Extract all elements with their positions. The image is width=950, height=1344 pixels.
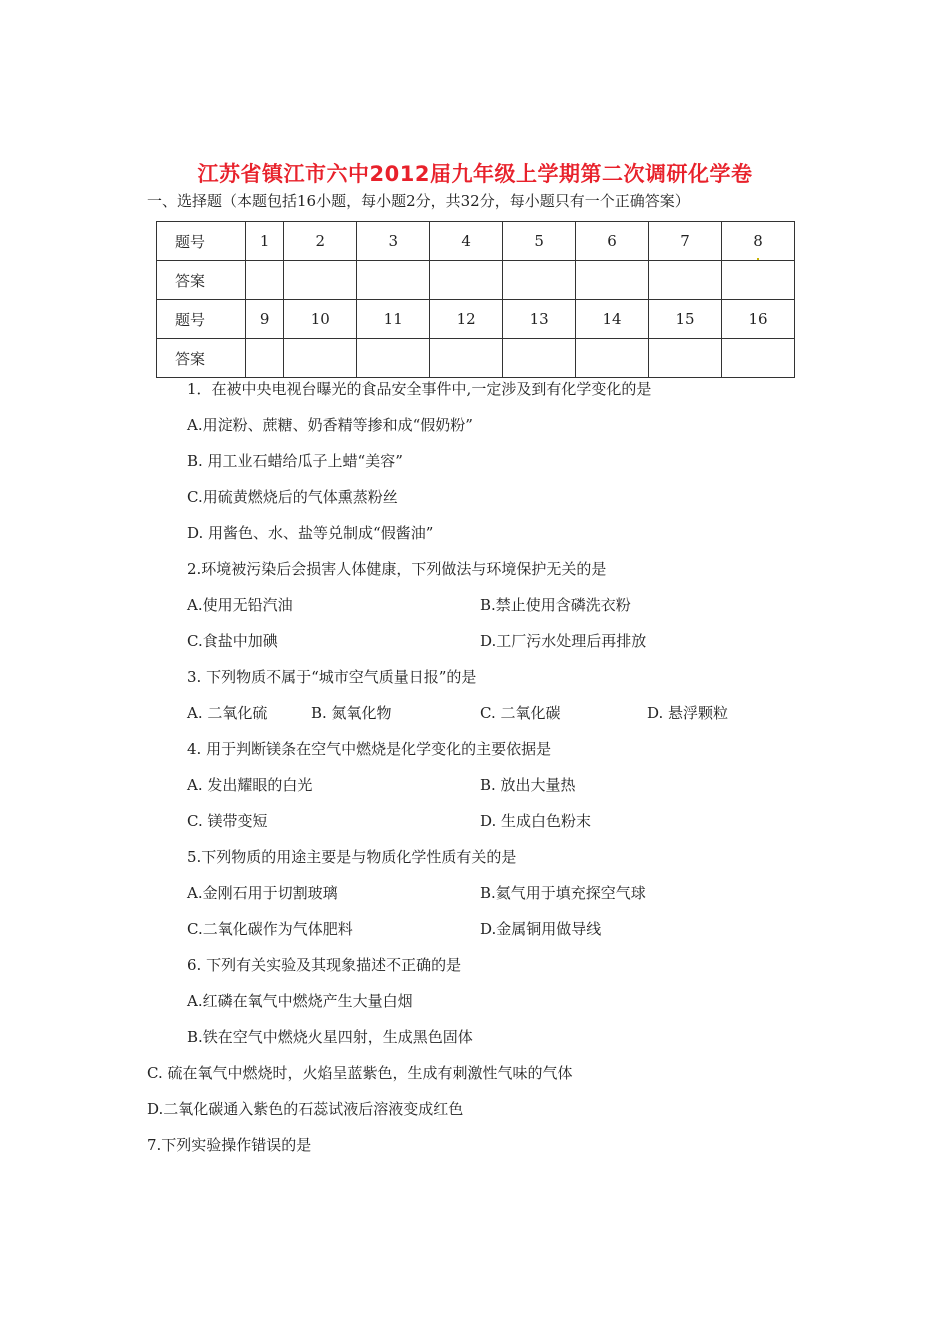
question-3-stem: 3. 下列物质不属于“城市空气质量日报”的是 <box>187 668 477 686</box>
question-number-cell: 11 <box>357 300 430 339</box>
row-label-answer: 答案 <box>157 261 246 300</box>
question-7-stem: 7.下列实验操作错误的是 <box>147 1136 312 1154</box>
question-2-option-b: B.禁止使用含磷洗衣粉 <box>480 596 631 614</box>
answer-cell[interactable] <box>722 261 795 300</box>
answer-cell[interactable] <box>284 261 357 300</box>
answer-cell[interactable] <box>246 339 284 378</box>
question-4-option-b: B. 放出大量热 <box>480 776 576 794</box>
question-5-option-b: B.氦气用于填充探空气球 <box>480 884 646 902</box>
question-6-stem: 6. 下列有关实验及其现象描述不正确的是 <box>187 956 462 974</box>
question-number-cell: 9 <box>246 300 284 339</box>
question-6-option-d: D.二氧化碳通入紫色的石蕊试液后溶液变成红色 <box>147 1100 464 1118</box>
answer-cell[interactable] <box>576 339 649 378</box>
question-number-cell: 2 <box>284 222 357 261</box>
question-number-cell: 15 <box>649 300 722 339</box>
question-2-stem: 2.环境被污染后会损害人体健康，下列做法与环境保护无关的是 <box>187 560 607 578</box>
question-6-option-a: A.红磷在氧气中燃烧产生大量白烟 <box>187 992 413 1010</box>
answer-cell[interactable] <box>357 339 430 378</box>
answer-cell[interactable] <box>430 261 503 300</box>
question-5-stem: 5.下列物质的用途主要是与物质化学性质有关的是 <box>187 848 517 866</box>
answer-cell[interactable] <box>649 339 722 378</box>
section-heading: 一、选择题（本题包括16小题，每小题2分，共32分，每小题只有一个正确答案） <box>147 192 690 210</box>
answer-cell[interactable] <box>246 261 284 300</box>
question-3-option-b: B. 氮氧化物 <box>311 704 392 722</box>
question-4-option-c: C. 镁带变短 <box>187 812 268 830</box>
question-5-option-a: A.金刚石用于切割玻璃 <box>187 884 338 902</box>
page-title: 江苏省镇江市六中2012届九年级上学期第二次调研化学卷 <box>197 162 753 186</box>
question-number-cell: 3 <box>357 222 430 261</box>
answer-cell[interactable] <box>357 261 430 300</box>
question-1-option-a: A.用淀粉、蔗糖、奶香精等掺和成“假奶粉” <box>187 416 473 434</box>
answer-cell[interactable] <box>284 339 357 378</box>
question-1-option-b: B. 用工业石蜡给瓜子上蜡“美容” <box>187 452 403 470</box>
question-number-cell: 6 <box>576 222 649 261</box>
question-6-option-c: C. 硫在氧气中燃烧时，火焰呈蓝紫色，生成有刺激性气味的气体 <box>147 1064 573 1082</box>
question-1-option-c: C.用硫黄燃烧后的气体熏蒸粉丝 <box>187 488 398 506</box>
table-row <box>157 261 795 300</box>
question-number-cell: 4 <box>430 222 503 261</box>
stray-mark <box>757 258 759 260</box>
question-1-option-d: D. 用酱色、水、盐等兑制成“假酱油” <box>187 524 434 542</box>
question-3-option-c: C. 二氧化碳 <box>480 704 561 722</box>
question-4-option-d: D. 生成白色粉末 <box>480 812 592 830</box>
question-number-cell: 16 <box>722 300 795 339</box>
answer-cell[interactable] <box>430 339 503 378</box>
question-number-cell: 5 <box>503 222 576 261</box>
row-label-number: 题号 <box>157 300 246 339</box>
question-number-cell: 10 <box>284 300 357 339</box>
question-1-stem: 1．在被中央电视台曝光的食品安全事件中,一定涉及到有化学变化的是 <box>187 380 652 398</box>
question-5-option-c: C.二氧化碳作为气体肥料 <box>187 920 353 938</box>
question-6-option-b: B.铁在空气中燃烧火星四射，生成黑色固体 <box>187 1028 473 1046</box>
answer-cell[interactable] <box>503 261 576 300</box>
question-3-option-a: A. 二氧化硫 <box>187 704 268 722</box>
question-4-stem: 4. 用于判断镁条在空气中燃烧是化学变化的主要依据是 <box>187 740 552 758</box>
table-row <box>157 300 795 339</box>
row-label-answer: 答案 <box>157 339 246 378</box>
question-number-cell: 1 <box>246 222 284 261</box>
question-4-option-a: A. 发出耀眼的白光 <box>187 776 313 794</box>
question-5-option-d: D.金属铜用做导线 <box>480 920 602 938</box>
question-3-option-d: D. 悬浮颗粒 <box>647 704 729 722</box>
question-2-option-a: A.使用无铅汽油 <box>187 596 293 614</box>
question-number-cell: 14 <box>576 300 649 339</box>
question-2-option-c: C.食盐中加碘 <box>187 632 278 650</box>
row-label-number: 题号 <box>157 222 246 261</box>
question-number-cell: 13 <box>503 300 576 339</box>
table-row <box>157 222 795 261</box>
answer-cell[interactable] <box>576 261 649 300</box>
question-number-cell: 8 <box>722 222 795 261</box>
table-row <box>157 339 795 378</box>
answer-cell[interactable] <box>649 261 722 300</box>
question-number-cell: 7 <box>649 222 722 261</box>
answer-table <box>156 221 795 378</box>
answer-cell[interactable] <box>722 339 795 378</box>
answer-cell[interactable] <box>503 339 576 378</box>
question-2-option-d: D.工厂污水处理后再排放 <box>480 632 647 650</box>
question-number-cell: 12 <box>430 300 503 339</box>
